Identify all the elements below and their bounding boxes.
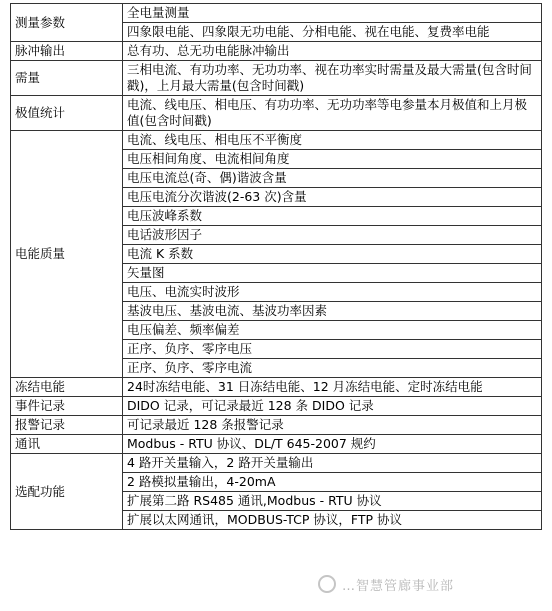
item-cell: 全电量测量 (123, 4, 542, 23)
table-row (11, 4, 542, 23)
table-row (11, 61, 542, 96)
item-cell: 电话波形因子 (123, 226, 542, 245)
watermark-text: …智慧管廊事业部 (342, 579, 455, 594)
category-cell: 冻结电能 (11, 378, 123, 397)
item-cell: 扩展第二路 RS485 通讯,Modbus - RTU 协议 (123, 492, 542, 511)
item-cell: 可记录最近 128 条报警记录 (123, 416, 542, 435)
category-cell: 电能质量 (11, 131, 123, 378)
table-row (11, 131, 542, 150)
watermark (318, 575, 454, 594)
item-cell: 电压电流总(奇、偶)谐波含量 (123, 169, 542, 188)
item-cell: 基波电压、基波电流、基波功率因素 (123, 302, 542, 321)
table-row (11, 397, 542, 416)
category-cell: 通讯 (11, 435, 123, 454)
item-cell: 电流、线电压、相电压不平衡度 (123, 131, 542, 150)
item-cell: Modbus - RTU 协议、DL/T 645-2007 规约 (123, 435, 542, 454)
item-cell: 电流、线电压、相电压、有功功率、无功功率等电参量本月极值和上月极值(包含时间戳) (123, 96, 542, 131)
category-cell: 事件记录 (11, 397, 123, 416)
item-cell: 正序、负序、零序电压 (123, 340, 542, 359)
table-row (11, 42, 542, 61)
item-cell: 正序、负序、零序电流 (123, 359, 542, 378)
item-cell: 电压电流分次谐波(2-63 次)含量 (123, 188, 542, 207)
table-row (11, 96, 542, 131)
category-cell: 脉冲输出 (11, 42, 123, 61)
item-cell: 四象限电能、四象限无功电能、分相电能、视在电能、复费率电能 (123, 23, 542, 42)
item-cell: 4 路开关量输入，2 路开关量输出 (123, 454, 542, 473)
item-cell: 矢量图 (123, 264, 542, 283)
item-cell: 电流 K 系数 (123, 245, 542, 264)
item-cell: DIDO 记录，可记录最近 128 条 DIDO 记录 (123, 397, 542, 416)
item-cell: 电压、电流实时波形 (123, 283, 542, 302)
table-row (11, 378, 542, 397)
item-cell: 电压相间角度、电流相间角度 (123, 150, 542, 169)
spec-table (10, 3, 542, 530)
item-cell: 三相电流、有功功率、无功功率、视在功率实时需量及最大需量(包含时间戳)，上月最大需量(包含时间戳) (123, 61, 542, 96)
item-cell: 24时冻结电能、31 日冻结电能、12 月冻结电能、定时冻结电能 (123, 378, 542, 397)
item-cell: 电压波峰系数 (123, 207, 542, 226)
category-cell: 选配功能 (11, 454, 123, 530)
item-cell: 总有功、总无功电能脉冲输出 (123, 42, 542, 61)
item-cell: 扩展以太网通讯，MODBUS-TCP 协议，FTP 协议 (123, 511, 542, 530)
table-row (11, 416, 542, 435)
wechat-logo-icon (318, 575, 336, 593)
category-cell: 报警记录 (11, 416, 123, 435)
table-row (11, 435, 542, 454)
spec-table-body (11, 4, 542, 530)
item-cell: 2 路模拟量输出，4-20mA (123, 473, 542, 492)
item-cell: 电压偏差、频率偏差 (123, 321, 542, 340)
category-cell: 需量 (11, 61, 123, 96)
category-cell: 测量参数 (11, 4, 123, 42)
category-cell: 极值统计 (11, 96, 123, 131)
table-row (11, 454, 542, 473)
